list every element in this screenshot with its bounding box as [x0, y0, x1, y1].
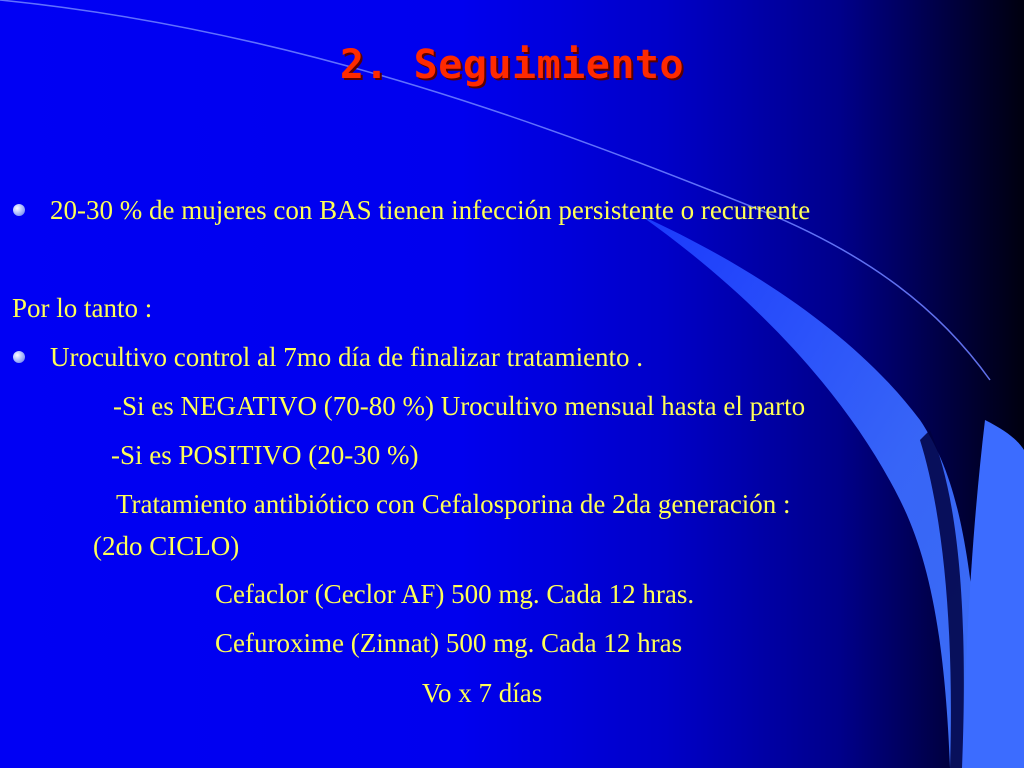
bullet-dot-icon [13, 351, 25, 363]
cefuroxime-text: Cefuroxime (Zinnat) 500 mg. Cada 12 hras [215, 628, 683, 658]
slide-title: 2. Seguimiento [339, 42, 685, 88]
bullet-dot-icon [13, 204, 25, 216]
bullet-text-persistence: 20-30 % de mujeres con BAS tienen infección persistente o recurrente [50, 195, 811, 225]
bullet-text-urocultivo: Urocultivo control al 7mo día de finalizar tratamiento . [50, 342, 644, 372]
negativo-text: -Si es NEGATIVO (70-80 %) Urocultivo mensual hasta el parto [113, 391, 806, 421]
tratamiento-text: Tratamiento antibiótico con Cefalosporina de 2da generación : [116, 489, 791, 519]
cefaclor-text: Cefaclor (Ceclor AF) 500 mg. Cada 12 hras. [215, 579, 695, 609]
duracion-text: Vo x 7 días [422, 678, 543, 708]
decor-right-band [962, 420, 1024, 768]
ciclo-text: (2do CICLO) [93, 531, 240, 561]
intro-text: Por lo tanto : [12, 293, 153, 323]
positivo-text: -Si es POSITIVO (20-30 %) [111, 440, 419, 470]
